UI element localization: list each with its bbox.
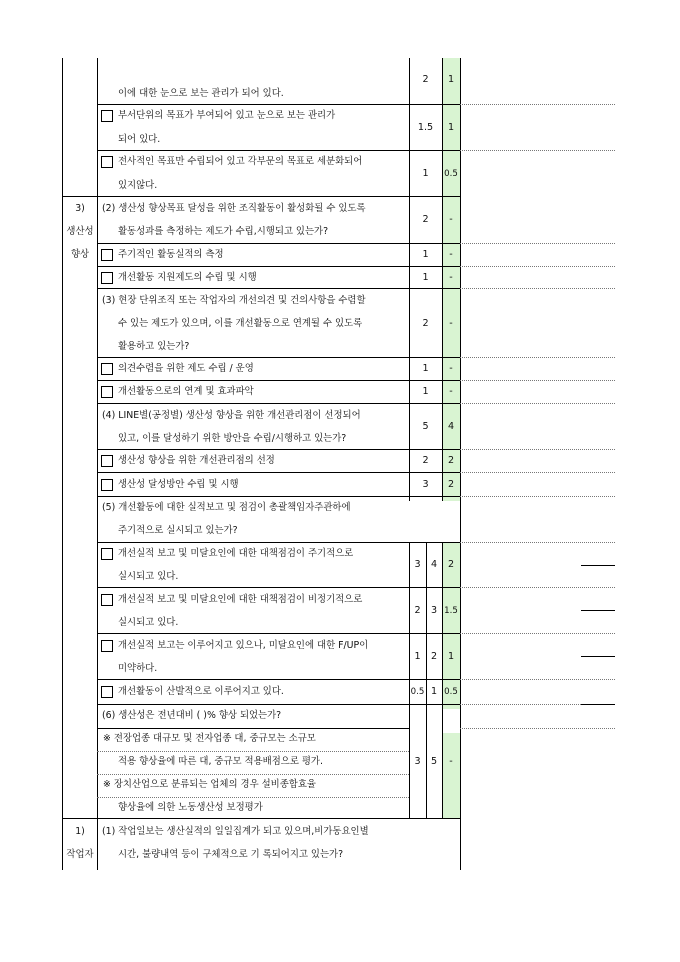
category-1-label: 작업자 <box>66 849 94 860</box>
score-1: 2 <box>422 214 429 225</box>
score-1: 1 <box>422 272 429 283</box>
score-column-highlight <box>442 733 460 818</box>
item-text: 부서단위의 목표가 부여되어 있고 눈으로 보는 관리가 <box>118 110 336 121</box>
item-checkbox[interactable] <box>101 640 113 652</box>
item-question: 있고, 이를 달성하기 위한 방안을 수립/시행하고 있는가? <box>118 433 347 444</box>
score-c: 0.5 <box>444 687 458 697</box>
item-text: 미약하다. <box>118 663 158 674</box>
item-text: 전사적인 목표만 수립되어 있고 각부문의 목표로 세분화되어 <box>118 156 363 167</box>
item-note: 적용 향상율에 따른 대, 중규모 적용배점으로 평가. <box>118 756 323 767</box>
item-text: 실시되고 있다. <box>118 617 179 628</box>
item-question: (4) LINE별(공정별) 생산성 향상을 위한 개선관리점이 선정되어 <box>102 410 361 421</box>
item-text: 개선활동이 산발적으로 이루어지고 있다. <box>118 686 284 697</box>
item-question: (3) 현장 단위조직 또는 작업자의 개선의견 및 건의사항을 수렴할 <box>102 295 366 306</box>
item-question: 주기적으로 실시되고 있는가? <box>118 525 238 536</box>
score-b: 2 <box>430 651 438 662</box>
score-2: - <box>449 386 453 397</box>
item-checkbox[interactable] <box>101 272 113 284</box>
score-a: 3 <box>414 756 421 767</box>
score-2: 4 <box>447 421 455 432</box>
score-c: 1 <box>447 651 455 662</box>
score-2: - <box>449 214 453 225</box>
category-1-number: 1) <box>75 826 85 837</box>
item-text: 이에 대한 눈으로 보는 관리가 되어 있다. <box>118 88 284 99</box>
item-text: 개선활동 지원제도의 수립 및 시행 <box>118 272 257 283</box>
item-checkbox[interactable] <box>101 455 113 467</box>
item-text: 되어 있다. <box>118 134 161 145</box>
item-question: (1) 작업일보는 생산실적의 일일집계가 되고 있으며,비가동요인별 <box>102 826 369 837</box>
score-a: 0.5 <box>410 687 425 697</box>
item-question: (5) 개선활동에 대한 실적보고 및 점검이 총괄책임자주관하에 <box>102 502 351 513</box>
score-2: 0.5 <box>444 169 458 179</box>
score-c: - <box>449 756 453 767</box>
score-1: 2 <box>422 74 429 85</box>
score-c: 2 <box>447 559 455 570</box>
score-b: 1 <box>430 686 438 697</box>
score-a: 1 <box>414 651 421 662</box>
item-checkbox[interactable] <box>101 249 113 261</box>
item-text: 개선실적 보고는 이루어지고 있으나, 미달요인에 대한 F/UP이 <box>118 640 369 651</box>
score-2: - <box>449 318 453 329</box>
score-2: 1 <box>447 122 455 133</box>
item-text: 생산성 달성방안 수립 및 시행 <box>118 479 239 490</box>
item-text: 개선활동으로의 연계 및 효과파악 <box>118 386 254 397</box>
item-checkbox[interactable] <box>101 156 113 168</box>
score-1: 2 <box>422 455 429 466</box>
item-checkbox[interactable] <box>101 110 113 122</box>
score-b: 5 <box>430 756 438 767</box>
item-question: 수 있는 제도가 있으며, 이를 개선활동으로 연계될 수 있도록 <box>118 318 363 329</box>
item-checkbox[interactable] <box>101 479 113 491</box>
item-note: 향상율에 의한 노동생산성 보정평가 <box>118 802 263 813</box>
item-text: 생산성 향상을 위한 개선관리점의 선정 <box>118 455 275 466</box>
item-checkbox[interactable] <box>101 686 113 698</box>
category-3-label-line1: 생산성 <box>66 226 94 237</box>
score-2: - <box>449 272 453 283</box>
score-2: 2 <box>447 479 455 490</box>
score-1: 1 <box>422 386 429 397</box>
score-c: 1.5 <box>444 606 458 616</box>
item-text: 개선실적 보고 및 미달요인에 대한 대책점검이 비정기적으로 <box>118 594 363 605</box>
score-2: 2 <box>447 455 455 466</box>
item-checkbox[interactable] <box>101 363 113 375</box>
category-3-label-line2: 향상 <box>70 249 90 260</box>
score-a: 3 <box>414 559 421 570</box>
item-text: 주기적인 활동실적의 측정 <box>118 249 224 260</box>
item-text: 있지않다. <box>118 180 158 191</box>
score-1: 1.5 <box>417 122 434 133</box>
item-text: 의견수렴을 위한 제도 수립 / 운영 <box>118 363 254 374</box>
score-b: 4 <box>430 559 438 570</box>
category-3-number: 3) <box>75 203 85 214</box>
score-a: 2 <box>414 605 421 616</box>
item-note: ※ 전장업종 대규모 및 전자업종 대, 중규모는 소규모 <box>103 733 316 744</box>
item-checkbox[interactable] <box>101 548 113 560</box>
score-1: 1 <box>422 249 429 260</box>
score-1: 2 <box>422 318 429 329</box>
item-checkbox[interactable] <box>101 386 113 398</box>
score-2: - <box>449 363 453 374</box>
score-2: - <box>449 249 453 260</box>
item-question: 시간, 불량내역 등이 구체적으로 기 록되어지고 있는가? <box>118 849 344 860</box>
item-checkbox[interactable] <box>101 594 113 606</box>
item-note: ※ 장치산업으로 분류되는 업체의 경우 설비종합효율 <box>103 779 316 790</box>
item-text: 실시되고 있다. <box>118 571 179 582</box>
score-1: 5 <box>422 421 429 432</box>
score-1: 1 <box>422 168 429 179</box>
score-1: 1 <box>422 363 429 374</box>
score-1: 3 <box>422 479 429 490</box>
item-question: (2) 생산성 향상목표 달성을 위한 조직활동이 활성화될 수 있도록 <box>102 203 366 214</box>
item-question: (6) 생산성은 전년대비 ( )% 향상 되었는가? <box>102 710 282 721</box>
item-question: 활용하고 있는가? <box>118 341 190 352</box>
item-question: 활동성과를 측정하는 제도가 수립,시행되고 있는가? <box>118 226 329 237</box>
item-text: 개선실적 보고 및 미달요인에 대한 대책점검이 주기적으로 <box>118 548 354 559</box>
score-2: 1 <box>447 74 455 85</box>
score-b: 3 <box>430 605 438 616</box>
